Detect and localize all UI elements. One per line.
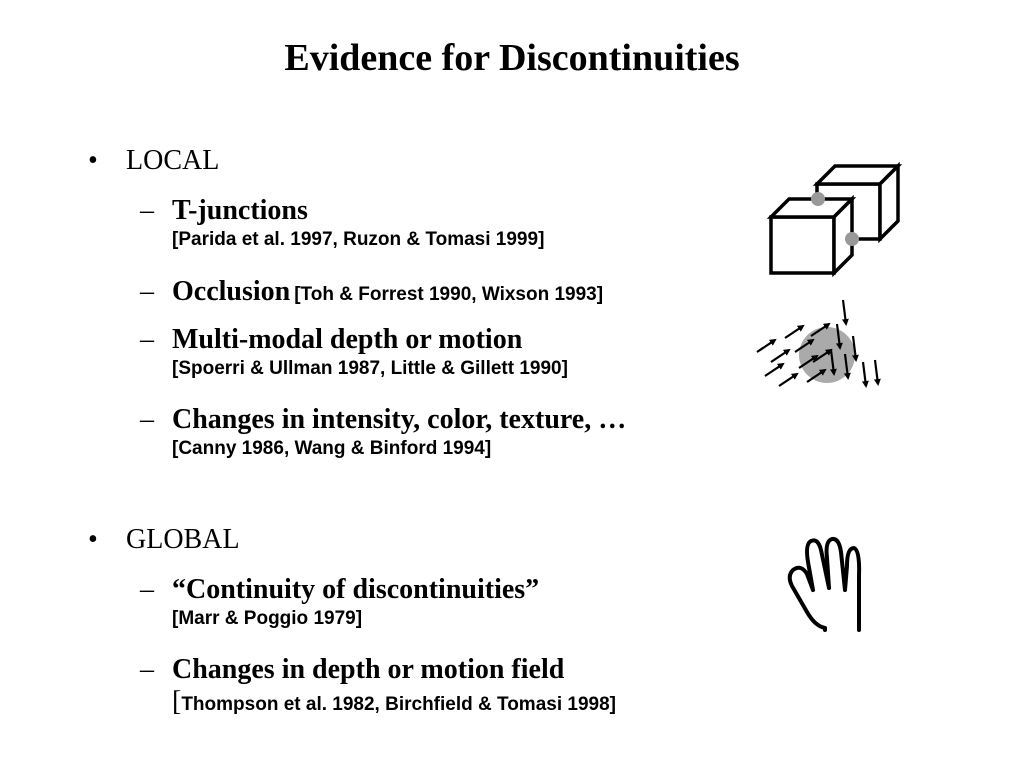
- local-item-multimodal: [140, 324, 790, 382]
- slide-title: Evidence for Discontinuities: [284, 37, 740, 79]
- local-bullet: [88, 145, 219, 177]
- local-item-occlusion: [140, 276, 790, 311]
- item-text: Changes in depth or motion field: [172, 654, 565, 685]
- dash: –: [140, 324, 154, 355]
- local-item-t-junctions: [140, 195, 790, 253]
- dash: –: [140, 195, 154, 226]
- item-text: T-junctions: [172, 195, 308, 226]
- hand-icon: [775, 530, 875, 635]
- dash: –: [140, 404, 154, 435]
- item-citation: [Toh & Forrest 1990, Wixson 1993]: [294, 284, 604, 305]
- item-text: Multi-modal depth or motion: [172, 324, 523, 355]
- item-citation: [Canny 1986, Wang & Binford 1994]: [172, 438, 492, 459]
- motion-arrows-icon: [745, 290, 895, 400]
- t-junction-marker: [845, 232, 859, 246]
- local-heading: LOCAL: [126, 145, 220, 176]
- dash: –: [140, 654, 154, 685]
- global-heading: GLOBAL: [126, 524, 240, 555]
- item-citation: [Parida et al. 1997, Ruzon & Tomasi 1999]: [172, 229, 545, 250]
- item-citation: Thompson et al. 1982, Birchfield & Tomasi 1998]: [181, 694, 616, 715]
- t-junction-marker: [811, 192, 825, 206]
- dash: –: [140, 276, 154, 307]
- item-citation: [Spoerri & Ullman 1987, Little & Gillett 1990]: [172, 358, 568, 379]
- local-item-changes: [140, 404, 790, 462]
- item-text: “Continuity of discontinuities”: [172, 574, 540, 605]
- dash: –: [140, 574, 154, 605]
- open-bracket: [: [172, 686, 182, 717]
- item-text: Changes in intensity, color, texture, …: [172, 404, 627, 435]
- bullet-dot: •: [88, 145, 98, 176]
- item-citation: [Marr & Poggio 1979]: [172, 608, 363, 629]
- cubes-icon: [755, 160, 915, 285]
- bullet-dot: •: [88, 524, 98, 555]
- global-item-continuity: [140, 574, 790, 632]
- global-item-depth-motion: [140, 654, 790, 722]
- item-text: Occlusion: [172, 276, 291, 307]
- global-bullet: [88, 524, 240, 556]
